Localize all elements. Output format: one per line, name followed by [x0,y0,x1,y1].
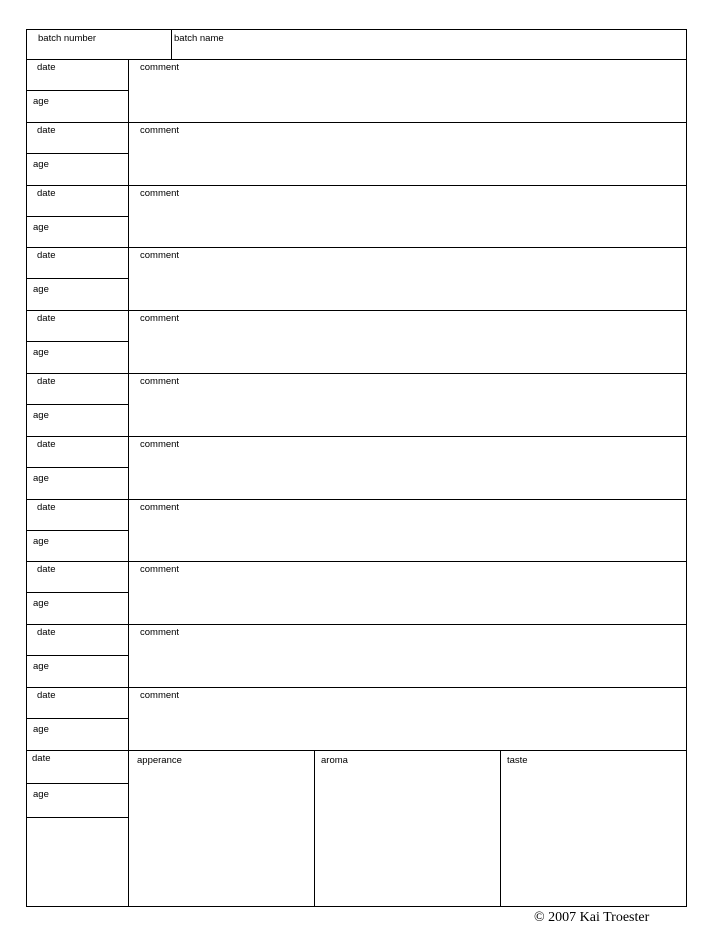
entry-date-label: date [37,124,56,136]
entry-date-age-column [27,625,129,687]
entry-date-field[interactable] [27,625,128,656]
tasting-entry-row [26,500,687,563]
tasting-entry-row [26,625,687,688]
copyright-notice: © 2007 Kai Troester [534,910,650,925]
tasting-entries [26,60,687,751]
entry-date-age-column [27,311,129,373]
entry-age-label: age [33,409,49,421]
entry-comment-label: comment [140,438,180,450]
batch-number-label: batch number [38,33,97,44]
aroma-field[interactable] [315,751,501,906]
entry-date-field[interactable] [27,688,128,719]
entry-age-label: age [33,472,49,484]
entry-date-field[interactable] [27,437,128,468]
entry-date-age-column [27,248,129,310]
batch-name-label: batch name [174,33,224,44]
entry-date-label: date [37,627,56,639]
entry-comment-label: comment [140,313,180,325]
entry-date-label: date [37,375,56,387]
entry-date-age-column [27,688,129,750]
tasting-entry-row [26,437,687,500]
entry-age-label: age [33,661,49,673]
entry-date-age-column [27,60,129,122]
entry-date-field[interactable] [27,311,128,342]
aroma-label: aroma [321,754,348,766]
entry-date-age-column [27,562,129,624]
entry-comment-label: comment [140,501,180,513]
entry-comment-label: comment [140,689,180,701]
entry-date-label: date [37,564,56,576]
entry-comment-label: comment [140,627,180,639]
entry-date-field[interactable] [27,374,128,405]
entry-age-label: age [33,221,49,233]
entry-comment-label: comment [140,564,180,576]
entry-age-label: age [33,723,49,735]
entry-date-label: date [37,250,56,262]
entry-comment-label: comment [140,187,180,199]
entry-date-age-column [27,374,129,436]
tasting-entry-row [26,123,687,186]
batch-number-field[interactable] [27,30,172,59]
final-date-age-column [27,751,129,906]
final-date-field[interactable] [27,751,128,784]
entry-age-label: age [33,284,49,296]
entry-date-field[interactable] [27,562,128,593]
entry-comment-label: comment [140,250,180,262]
entry-date-field[interactable] [27,248,128,279]
entry-age-label: age [33,535,49,547]
entry-date-age-column [27,437,129,499]
appearance-label: apperance [137,754,182,766]
taste-field[interactable] [501,751,686,906]
entry-date-age-column [27,186,129,248]
entry-age-label: age [33,96,49,107]
tasting-entry-row [26,688,687,751]
tasting-entry-row [26,562,687,625]
final-age-field[interactable] [27,784,128,818]
entry-date-age-column [27,500,129,562]
appearance-field[interactable] [129,751,315,906]
tasting-entry-row [26,311,687,374]
tasting-entry-row [26,248,687,311]
entry-age-label: age [33,598,49,610]
taste-label: taste [507,754,528,766]
final-age-label: age [33,788,49,800]
tasting-entry-row [26,374,687,437]
tasting-sheet [26,29,687,907]
entry-comment-label: comment [140,375,180,387]
entry-age-label: age [33,347,49,359]
entry-comment-label: comment [140,62,180,73]
entry-date-label: date [37,313,56,325]
final-date-label: date [32,752,51,764]
entry-date-label: date [37,689,56,701]
batch-name-field[interactable] [172,30,686,59]
entry-date-age-column [27,123,129,185]
tasting-entry-row [26,60,687,123]
entry-date-field[interactable] [27,60,128,91]
entry-age-label: age [33,158,49,170]
entry-date-field[interactable] [27,123,128,154]
tasting-entry-row [26,186,687,249]
entry-date-field[interactable] [27,500,128,531]
entry-date-label: date [37,187,56,199]
batch-header [26,29,687,60]
entry-date-label: date [37,438,56,450]
entry-date-label: date [37,62,56,73]
final-evaluation [26,751,687,907]
entry-date-label: date [37,501,56,513]
entry-comment-label: comment [140,124,180,136]
entry-date-field[interactable] [27,186,128,217]
